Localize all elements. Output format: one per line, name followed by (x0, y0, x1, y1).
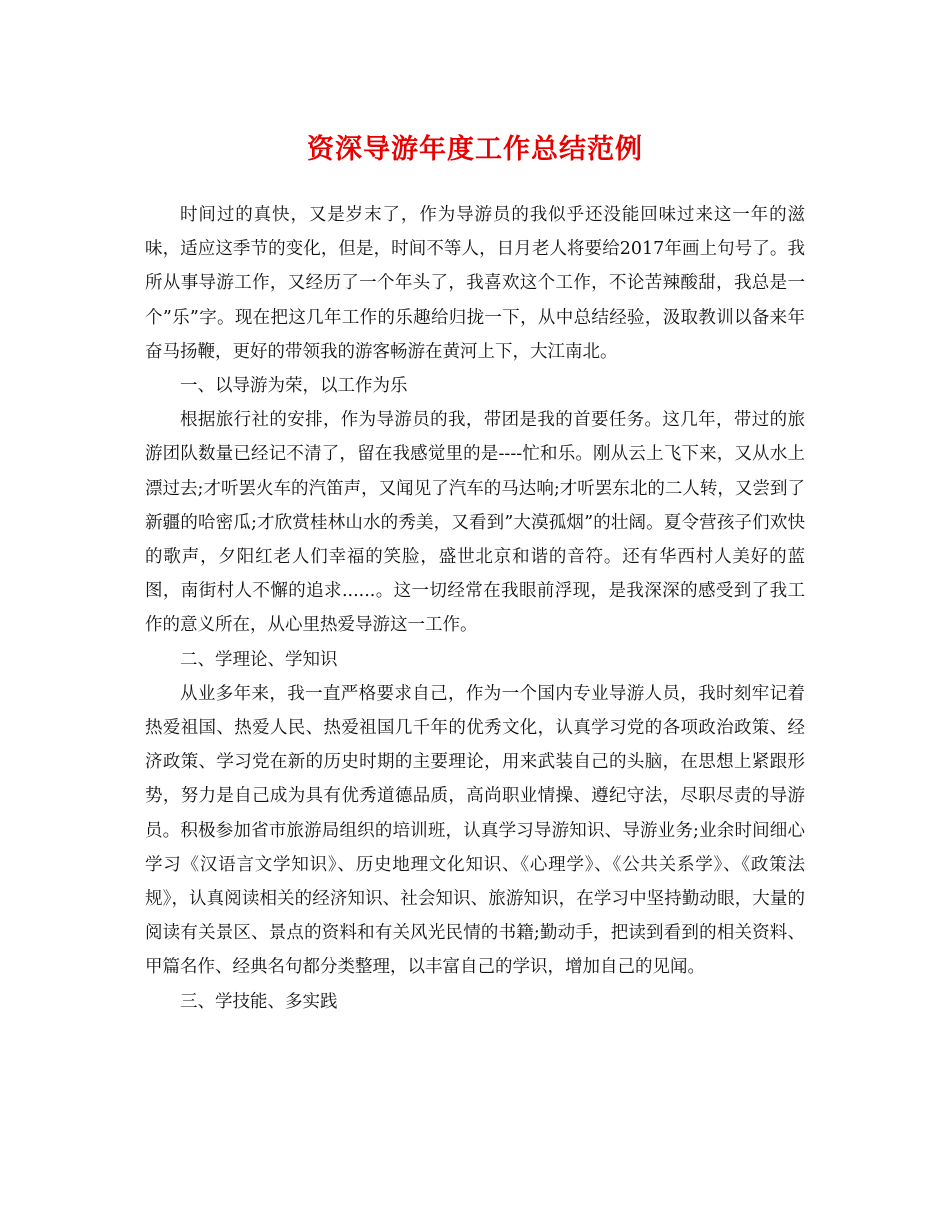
section-heading-3: 三、学技能、多实践 (180, 991, 338, 1012)
paragraph-section-2: 从业多年来，我一直严格要求自己，作为一个国内专业导游人员，我时刻牢记着热爱祖国、热爱人民、热爱祖国几千年的优秀文化，认真学习党的各项政治政策、经济政策、学习党在新的历史时期的主要理论，用来武装自己的头脑，在思想上紧跟形势，努力是自己成为具有优秀道德品质，高尚职业情操、遵纪守法，尽职尽责的导游员。积极参加省市旅游局组织的培训班，认真学习导游知识、导游业务;业余时间细心学习《汉语言文学知识》、历史地理文化知识、《心理学》、《公共关系学》、《政策法规》，认真阅读相关的经济知识、社会知识、旅游知识，在学习中坚持勤动眼，大量的阅读有关景区、景点的资料和有关风光民情的书籍;勤动手，把读到看到的相关资料、甲篇名作、经典名句都分类整理，以丰富自己的学识，增加自己的见闻。 (145, 683, 805, 978)
paragraph-section-1: 根据旅行社的安排，作为导游员的我，带团是我的首要任务。这几年，带过的旅游团队数量已经记不清了，留在我感觉里的是----忙和乐。刚从云上飞下来，又从水上漂过去;才听罢火车的汽笛声，又闻见了汽车的马达响;才听罢东北的二人转，又尝到了新疆的哈密瓜;才欣赏桂林山水的秀美，又看到”大漠孤烟”的壮阔。夏令营孩子们欢快的歌声，夕阳红老人们幸福的笑脸，盛世北京和谐的音符。还有华西村人美好的蓝图，南街村人不懈的追求......。这一切经常在我眼前浮现，是我深深的感受到了我工作的意义所在，从心里热爱导游这一工作。 (145, 410, 805, 636)
paragraph-intro: 时间过的真快，又是岁末了，作为导游员的我似乎还没能回味过来这一年的滋味，适应这季节的变化，但是，时间不等人，日月老人将要给2017年画上句号了。我所从事导游工作，又经历了一个年头了，我喜欢这个工作，不论苦辣酸甜，我总是一个”乐”字。现在把这几年工作的乐趣给归拢一下，从中总结经验，汲取教训以备来年奋马扬鞭，更好的带领我的游客畅游在黄河上下，大江南北。 (145, 205, 805, 362)
document-title: 资深导游年度工作总结范例 (307, 134, 643, 165)
section-heading-2: 二、学理论、学知识 (180, 649, 338, 670)
section-heading-1: 一、以导游为荣，以工作为乐 (180, 376, 408, 397)
document-body (145, 198, 805, 1019)
